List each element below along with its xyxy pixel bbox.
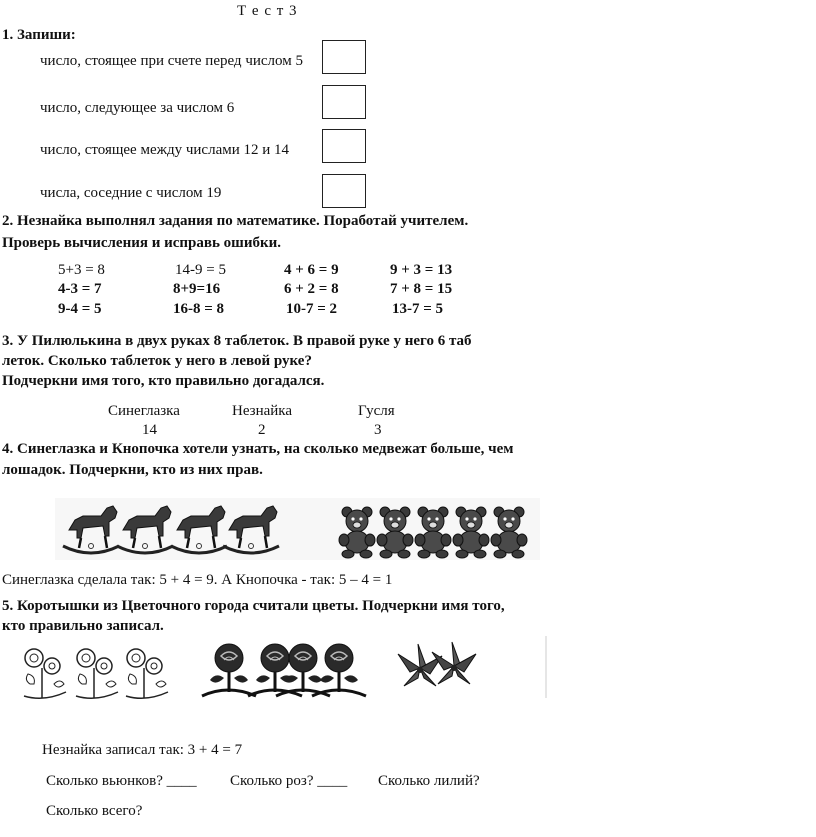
- answer-box-4[interactable]: [322, 174, 366, 208]
- test-title: Т е с т 3: [237, 3, 298, 19]
- eq-r1c3: 4 + 6 = 9: [284, 262, 339, 278]
- bindweed-icon: [24, 649, 66, 698]
- task1-heading: 1. Запиши:: [2, 27, 76, 43]
- name-gusla[interactable]: Гусля: [358, 403, 395, 419]
- task1-item-3: число, стоящее между числами 12 и 14: [40, 142, 290, 158]
- answer-sineglazka: 14: [142, 422, 157, 438]
- eq-r1c2: 14-9 = 5: [175, 262, 226, 278]
- question-roses: Сколько роз? ____: [230, 773, 348, 789]
- eq-r3c4: 13-7 = 5: [392, 301, 444, 317]
- answer-box-1[interactable]: [322, 40, 366, 74]
- task1-item-1: число, стоящее при счете перед числом 5: [40, 53, 303, 69]
- eq-r2c2: 8+9=16: [173, 281, 221, 297]
- horses-bears-picture: [55, 498, 540, 560]
- eq-r3c3: 10-7 = 2: [286, 301, 338, 317]
- answer-neznaika: 2: [258, 422, 266, 438]
- lily-icon: [398, 644, 442, 686]
- bindweed-icon: [126, 649, 168, 698]
- task4-line2: лошадок. Подчеркни, кто из них прав.: [2, 462, 263, 478]
- eq-r2c1: 4-3 = 7: [58, 281, 102, 297]
- task3-line1: 3. У Пилюлькина в двух руках 8 таблеток. В правой руке у него 6 таб: [2, 333, 472, 349]
- question-total: Сколько всего?: [46, 803, 143, 819]
- eq-r2c3: 6 + 2 = 8: [284, 281, 339, 297]
- task1-item-2: число, следующее за числом 6: [40, 100, 235, 116]
- eq-r3c2: 16-8 = 8: [173, 301, 225, 317]
- task2-line1: 2. Незнайка выполнял задания по математике. Поработай учителем.: [2, 213, 469, 229]
- question-lilies: Сколько лилий?: [378, 773, 480, 789]
- bindweed-icon: [76, 649, 118, 698]
- rose-icon: [312, 644, 366, 696]
- task3-line3: Подчеркни имя того, кто правильно догадался.: [2, 373, 325, 389]
- neznaika-record: Незнайка записал так: 3 + 4 = 7: [42, 742, 243, 758]
- lily-icon: [432, 642, 476, 684]
- eq-r2c4: 7 + 8 = 15: [390, 281, 453, 297]
- eq-r3c1: 9-4 = 5: [58, 301, 102, 317]
- rose-icon: [202, 644, 256, 696]
- flowers-picture: [20, 636, 550, 702]
- task4-solutions: Синеглазка сделала так: 5 + 4 = 9. А Кнопочка - так: 5 – 4 = 1: [2, 572, 393, 588]
- eq-r1c4: 9 + 3 = 13: [390, 262, 453, 278]
- task1-item-4: числа, соседние с числом 19: [40, 185, 222, 201]
- task4-line1: 4. Синеглазка и Кнопочка хотели узнать, на сколько медвежат больше, чем: [2, 441, 514, 457]
- task5-line1: 5. Коротышки из Цветочного города считали цветы. Подчеркни имя того,: [2, 598, 505, 614]
- answer-box-3[interactable]: [322, 129, 366, 163]
- name-neznaika[interactable]: Незнайка: [232, 403, 293, 419]
- task5-line2: кто правильно записал.: [2, 618, 164, 634]
- task3-line2: леток. Сколько таблеток у него в левой руке?: [2, 353, 312, 369]
- task2-line2: Проверь вычисления и исправь ошибки.: [2, 235, 282, 251]
- answer-gusla: 3: [374, 422, 382, 438]
- answer-box-2[interactable]: [322, 85, 366, 119]
- name-sineglazka[interactable]: Синеглазка: [108, 403, 180, 419]
- eq-r1c1: 5+3 = 8: [58, 262, 105, 278]
- question-bindweed: Сколько вьюнков? ____: [46, 773, 197, 789]
